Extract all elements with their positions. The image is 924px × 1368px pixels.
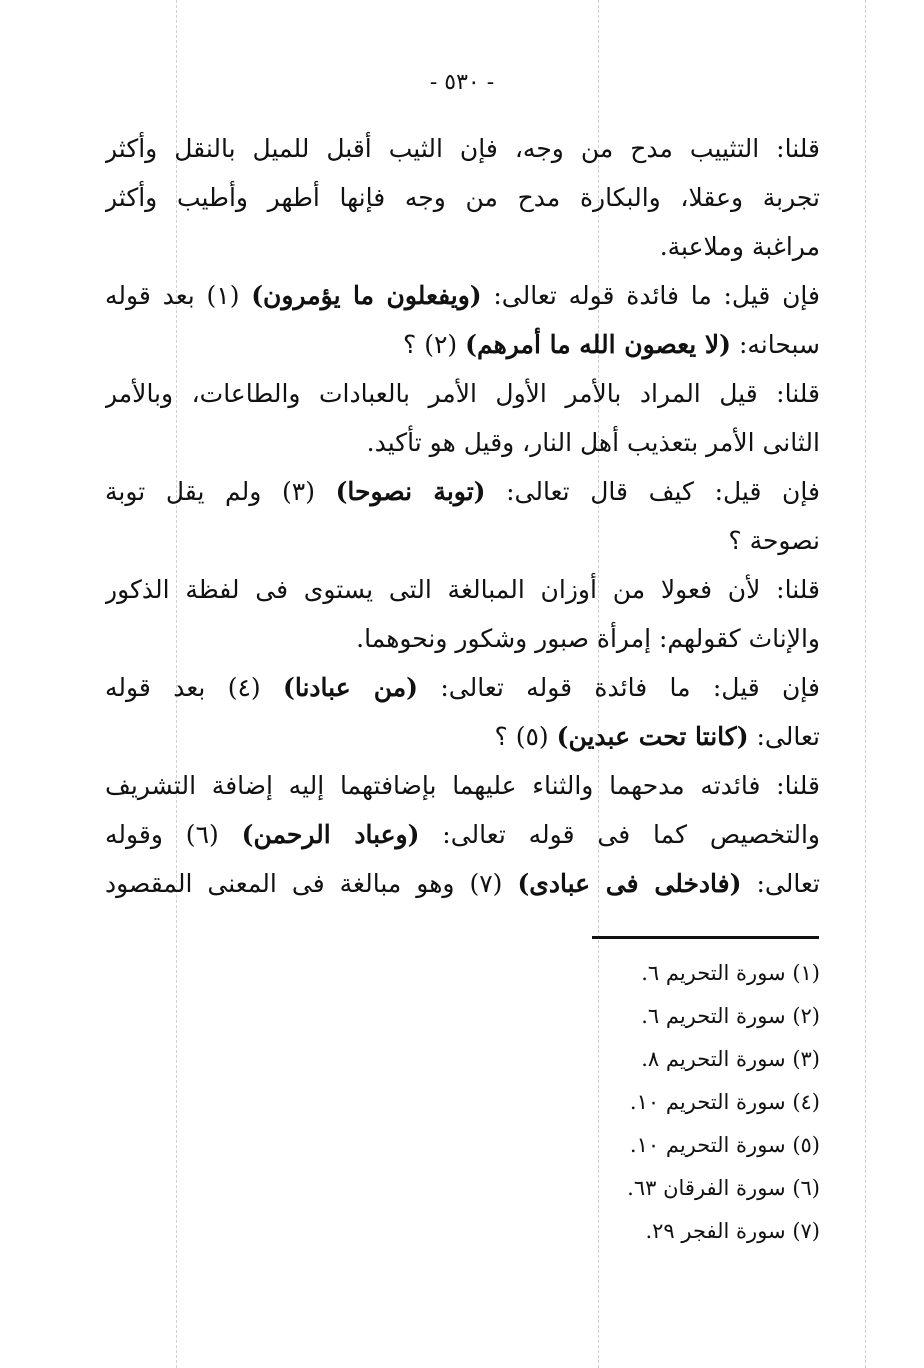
text-run: فإن قيل: كيف قال تعالى: [485, 477, 820, 506]
text-run: قلنا: فائدته مدحهما والثناء عليهما بإضافتهما إليه إضافة التشريف [105, 771, 820, 800]
quran-quote: (فادخلى فى عبادى) [517, 869, 742, 898]
footnote-item: (٧) سورة الفجر ٢٩. [645, 1219, 820, 1243]
quran-quote: (من عبادنا) [283, 673, 418, 702]
body-text [105, 124, 820, 908]
footnote-item: (١) سورة التحريم ٦. [641, 961, 820, 985]
footnote-divider [592, 936, 819, 939]
text-line [105, 712, 820, 761]
footnotes [560, 952, 820, 1253]
text-line [105, 663, 820, 712]
page-number: - ٥٣٠ - [429, 70, 495, 95]
text-run: نصوحة ؟ [728, 526, 820, 555]
text-run: (٥) ؟ [494, 722, 557, 751]
scan-guide-line [865, 0, 866, 1368]
text-run: سبحانه: [731, 330, 820, 359]
text-line [105, 761, 820, 810]
quran-quote: (وعباد الرحمن) [241, 820, 420, 849]
text-run: (٣) ولم يقل توبة [105, 477, 336, 506]
text-line [105, 859, 820, 908]
text-line [105, 467, 820, 516]
text-line [105, 614, 820, 663]
text-run: فإن قيل: ما فائدة قوله تعالى: [481, 281, 820, 310]
text-line [105, 222, 820, 271]
text-run: فإن قيل: ما فائدة قوله تعالى: [417, 673, 820, 702]
footnote-item: (٦) سورة الفرقان ٦٣. [627, 1176, 820, 1200]
quran-quote: (كانتا تحت عبدين) [556, 722, 749, 751]
footnote-item: (٢) سورة التحريم ٦. [641, 1004, 820, 1028]
text-run: قلنا: لأن فعولا من أوزان المبالغة التى يستوى فى لفظة الذكور [105, 575, 820, 604]
text-run: (٦) وقوله [105, 820, 242, 849]
text-run: (٢) ؟ [402, 330, 466, 359]
text-run: قلنا: قيل المراد بالأمر الأول الأمر بالعبادات والطاعات، وبالأمر [105, 379, 820, 408]
text-line [105, 173, 820, 222]
text-run: قلنا: التثييب مدح من وجه، فإن الثيب أقبل للميل بالنقل وأكثر [105, 134, 820, 163]
text-run: والإناث كقولهم: إمرأة صبور وشكور ونحوهما. [356, 624, 820, 653]
text-line [105, 369, 820, 418]
footnote-item: (٥) سورة التحريم ١٠. [629, 1133, 820, 1157]
quran-quote: (توبة نصوحا) [335, 477, 486, 506]
quran-quote: (لا يعصون الله ما أمرهم) [465, 330, 732, 359]
text-line [105, 271, 820, 320]
text-run: تعالى: [748, 722, 820, 751]
footnote-item: (٤) سورة التحريم ١٠. [629, 1090, 820, 1114]
text-run: (٧) وهو مبالغة فى المعنى المقصود [105, 869, 518, 898]
text-run: تجربة وعقلا، والبكارة مدح من وجه فإنها أطهر وأطيب وأكثر [105, 183, 820, 212]
footnote-item: (٣) سورة التحريم ٨. [641, 1047, 820, 1071]
text-line [105, 565, 820, 614]
quran-quote: (ويفعلون ما يؤمرون) [251, 281, 482, 310]
text-line [105, 810, 820, 859]
text-run: والتخصيص كما فى قوله تعالى: [419, 820, 820, 849]
text-line [105, 516, 820, 565]
text-run: مراغبة وملاعبة. [659, 232, 820, 261]
text-run: تعالى: [741, 869, 820, 898]
text-run: (١) بعد قوله [105, 281, 252, 310]
text-line [105, 320, 820, 369]
text-run: الثانى الأمر بتعذيب أهل النار، وقيل هو تأكيد. [366, 428, 820, 457]
text-line [105, 418, 820, 467]
text-run: (٤) بعد قوله [105, 673, 284, 702]
text-line [105, 124, 820, 173]
